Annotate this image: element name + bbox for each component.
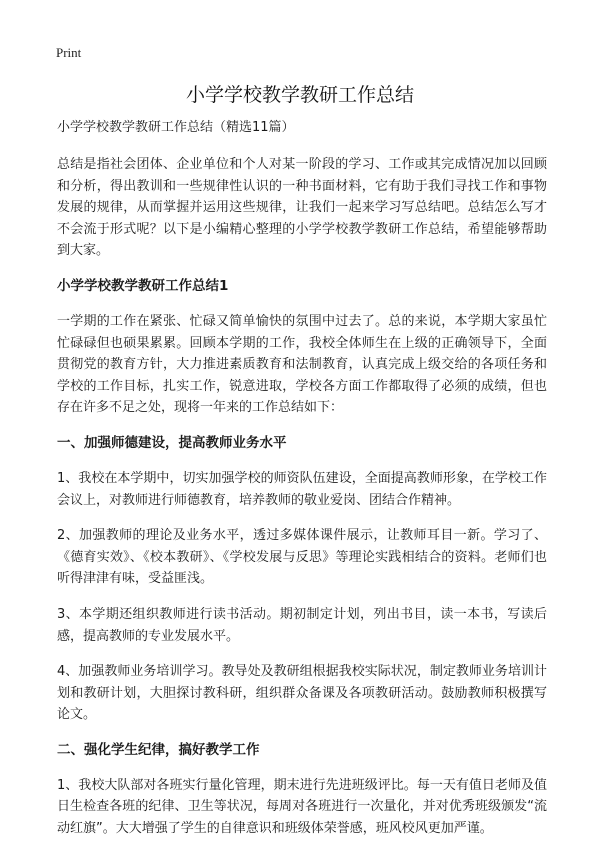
document-subtitle: 小学学校教学教研工作总结（精选11篇）	[57, 120, 295, 135]
document-body	[57, 118, 547, 854]
list-item: 1、我校大队部对各班实行量化管理，期末进行先进班级评比。每一天有值日老师及值日生检查各班的纪律、卫生等状况，每周对各班进行一次量化，并对优秀班级颁发“流动红旗”。大大增强了学生的自律意识和班级体荣誉感，班风校风更加严谨。	[57, 777, 547, 837]
list-item: 1、我校在本学期中，切实加强学校的师资队伍建设，全面提高教师形象，在学校工作会议上，对教师进行师德教育，培养教师的敬业爱岗、团结合作精神。	[57, 470, 547, 508]
part-heading-teacher-ethics: 一、加强师德建设，提高教师业务水平	[57, 434, 287, 451]
document-title: 小学学校教学教研工作总结	[185, 84, 414, 106]
list-item: 4、加强教师业务培训学习。教导处及教研组根据我校实际状况，制定教师业务培训计划和教研计划，大胆探讨教科研，组织群众备课及各项教研活动。鼓励教师积极撰写论文。	[57, 664, 547, 723]
section-intro-paragraph: 一学期的工作在紧张、忙碌又简单愉快的氛围中过去了。总的来说，本学期大家虽忙忙碌碌但也硕果累累。回顾本学期的工作，我校全体师生在上级的正确领导下，全面贯彻党的教育方针，大力推进素质教育和法制教育，认真完成上级交给的各项任务和学校的工作目标，扎实工作，锐意进取，学校各方面工作都取得了必须的成绩，但也存在许多不足之处，现将一年来的工作总结如下：	[57, 313, 547, 416]
intro-paragraph: 总结是指社会团体、企业单位和个人对某一阶段的学习、工作或其完成情况加以回顾和分析，得出教训和一些规律性认识的一种书面材料，它有助于我们寻找工作和事物发展的规律，从而掌握并运用这些规律，让我们一起来学习写总结吧。总结怎么写才不会流于形式呢？以下是小编精心整理的小学学校教学教研工作总结，希望能够帮助到大家。	[57, 157, 547, 259]
section-heading: 小学学校教学教研工作总结1	[57, 277, 229, 294]
part-heading-student-discipline: 二、强化学生纪律，搞好教学工作	[57, 741, 260, 758]
print-link[interactable]: Print	[56, 45, 82, 60]
list-item: 3、本学期还组织教师进行读书活动。期初制定计划，列出书目，读一本书，写读后感，提高教师的专业发展水平。	[57, 606, 547, 644]
list-item: 2、加强教师的理论及业务水平，透过多媒体课件展示，让教师耳目一新。学习了、《德育实效》、《校本教研》、《学校发展与反思》等理论实践相结合的资料。老师们也听得津津有味，受益匪浅。	[57, 528, 547, 587]
